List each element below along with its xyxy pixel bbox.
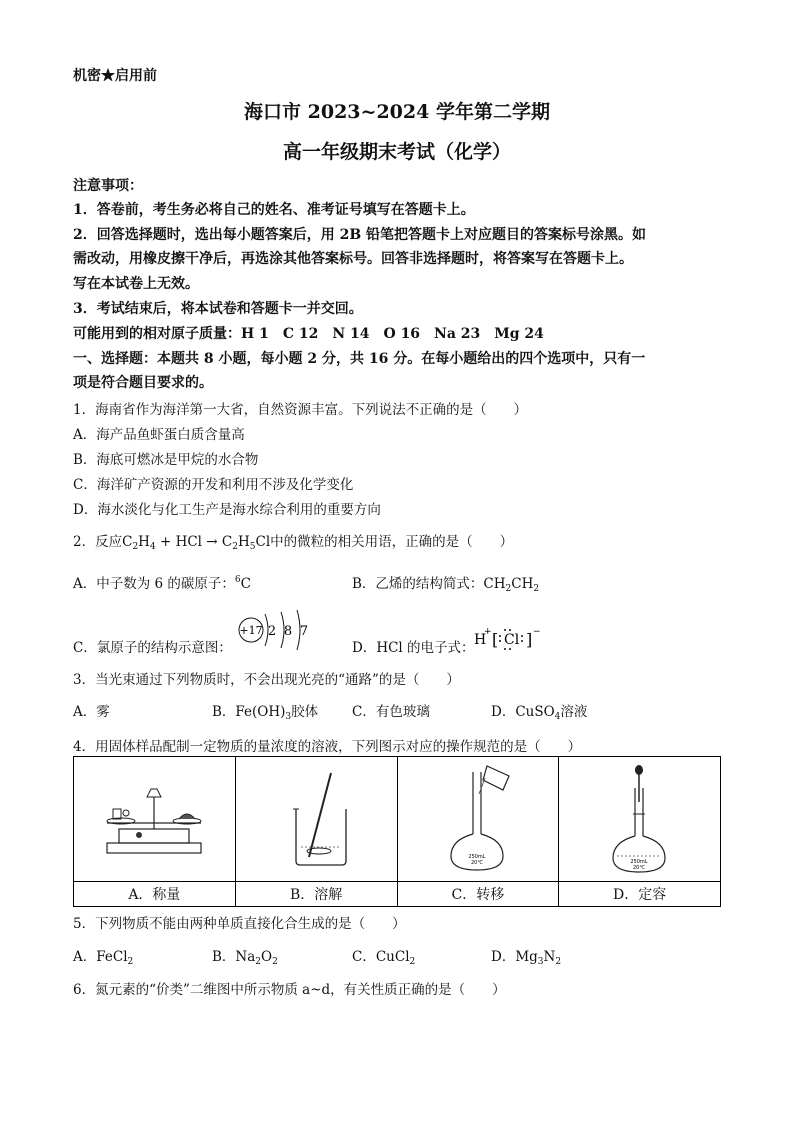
svg-text:[: [ xyxy=(492,630,499,649)
q4-figure-c-cell xyxy=(397,757,559,882)
atomic-masses: 可能用到的相对原子质量：H 1 C 12 N 14 O 16 Na 23 Mg 24 xyxy=(73,326,544,342)
q2-equation: $C_2H_4$ + HCl → $C_2H_5Cl$ xyxy=(122,534,271,552)
note-3: 3．考试结束后，将本试卷和答题卡一并交回。 xyxy=(73,301,363,317)
q2-a-label: A．中子数为 6 的碳原子： xyxy=(73,576,235,592)
q5-option-b xyxy=(212,945,278,967)
exam-title: 海口市 2023~2024 学年第二学期 xyxy=(244,101,550,123)
beaker-stirring-icon xyxy=(261,769,371,869)
q5-option-a xyxy=(73,945,133,967)
q5-d-formula: $Mg_3N_2$ xyxy=(515,949,562,967)
notes-heading: 注意事项： xyxy=(73,178,143,194)
q1-option-b: B．海底可燃冰是甲烷的水合物 xyxy=(73,452,259,468)
q2-b-label: B．乙烯的结构简式： xyxy=(352,576,484,592)
q5-a-formula: FeCl$_2$ xyxy=(96,949,134,967)
svg-text:Cl: Cl xyxy=(504,632,520,648)
q3-b-suffix: 胶体 xyxy=(291,704,319,720)
svg-text:]: ] xyxy=(526,630,533,649)
q3-d-formula: CuSO$_4$ xyxy=(515,704,561,722)
note-2-line-1: 2．回答选择题时，选出每小题答案后，用 2B 铅笔把答题卡上对应题目的答案标号涂黑。如 xyxy=(73,227,647,243)
svg-text:+: + xyxy=(484,627,492,637)
q1-option-a: A．海产品鱼虾蛋白质含量高 xyxy=(73,427,245,443)
q2-stem xyxy=(73,530,513,552)
q2-option-c-label: C．氯原子的结构示意图： xyxy=(73,640,232,656)
q5-b-formula: $Na_2O_2$ xyxy=(235,949,278,967)
q2-prefix: 2．反应 xyxy=(73,534,123,550)
section-1-line-1: 一、选择题：本题共 8 小题，每小题 2 分，共 16 分。在每小题给出的四个选项中，只有一 xyxy=(73,351,646,367)
exam-subtitle: 高一年级期末考试（化学） xyxy=(282,141,511,163)
q4-caption-a: A．称量 xyxy=(74,882,236,907)
q3-option-a: A．雾 xyxy=(73,704,110,720)
q4-figure-d-cell xyxy=(559,757,721,882)
q4-caption-b: B．溶解 xyxy=(235,882,397,907)
volumetric-flask-dropper-icon xyxy=(585,764,695,874)
note-2-line-2: 需改动，用橡皮擦干净后，再选涂其他答案标号。回答非选择题时，将答案写在答题卡上。 xyxy=(73,251,633,267)
q4-stem: 4．用固体样品配制一定物质的量浓度的溶液，下列图示对应的操作规范的是（ ） xyxy=(73,739,582,755)
svg-text:2: 2 xyxy=(267,624,277,639)
section-1-line-2: 项是符合题目要求的。 xyxy=(73,375,213,391)
balance-scale-icon xyxy=(99,779,209,859)
q5-c-formula: CuCl$_2$ xyxy=(375,949,416,967)
q5-option-d xyxy=(491,945,561,967)
confidential-label: 机密★启用前 xyxy=(73,68,157,84)
flask-d-volume-label: 250mL xyxy=(630,859,648,865)
flask-d-temp-label: 20℃ xyxy=(632,865,645,871)
flask-c-volume-label: 250mL xyxy=(468,854,486,860)
q3-b-prefix: B． xyxy=(212,704,236,720)
q3-d-prefix: D． xyxy=(491,704,516,720)
q1-stem: 1．海南省作为海洋第一大省，自然资源丰富。下列说法不正确的是（ ） xyxy=(73,402,528,418)
hcl-electron-formula xyxy=(472,622,544,652)
q3-stem: 3．当光束通过下列物质时，不会出现光亮的“通路”的是（ ） xyxy=(73,672,460,688)
q4-figure-b-cell xyxy=(235,757,397,882)
volumetric-flask-transfer-icon xyxy=(423,764,533,874)
chlorine-atom-structure-diagram xyxy=(235,608,315,652)
flask-c-temp-label: 20℃ xyxy=(470,860,483,866)
q2-option-b xyxy=(352,572,539,594)
q4-figure-a-cell xyxy=(74,757,236,882)
svg-text:−: − xyxy=(533,627,541,637)
q5-c-prefix: C． xyxy=(352,949,376,965)
q4-caption-c: C．转移 xyxy=(397,882,559,907)
q2-b-formula: $CH_2CH_2$ xyxy=(483,576,540,594)
svg-text:8: 8 xyxy=(283,624,293,639)
q3-option-d xyxy=(491,700,587,722)
svg-text:+17: +17 xyxy=(239,624,263,637)
q3-option-c: C．有色玻璃 xyxy=(352,704,430,720)
q4-options-table xyxy=(73,756,721,907)
svg-text:7: 7 xyxy=(299,624,309,639)
q5-stem: 5．下列物质不能由两种单质直接化合生成的是（ ） xyxy=(73,916,406,932)
q6-stem: 6．氮元素的“价类”二维图中所示物质 a~d，有关性质正确的是（ ） xyxy=(73,982,506,998)
q3-b-formula: $Fe(OH)_3$ xyxy=(235,704,292,722)
q2-a-formula: $^6$C xyxy=(234,575,251,592)
note-1: 1．答卷前，考生务必将自己的姓名、准考证号填写在答题卡上。 xyxy=(73,202,475,218)
q5-d-prefix: D． xyxy=(491,949,516,965)
q3-d-suffix: 溶液 xyxy=(560,704,588,720)
q1-option-d: D．海水淡化与化工生产是海水综合利用的重要方向 xyxy=(73,502,381,518)
svg-text:H: H xyxy=(474,632,487,648)
q5-option-c xyxy=(352,945,415,967)
q4-caption-d: D．定容 xyxy=(559,882,721,907)
q5-b-prefix: B． xyxy=(212,949,236,965)
q2-suffix: 中的微粒的相关用语，正确的是（ ） xyxy=(270,534,514,550)
q5-a-prefix: A． xyxy=(73,949,97,965)
note-2-line-3: 写在本试卷上无效。 xyxy=(73,276,199,292)
q3-option-b xyxy=(212,700,318,722)
q1-option-c: C．海洋矿产资源的开发和利用不涉及化学变化 xyxy=(73,477,354,493)
q2-option-d-label: D．HCl 的电子式： xyxy=(352,640,475,656)
q2-option-a xyxy=(73,572,251,592)
